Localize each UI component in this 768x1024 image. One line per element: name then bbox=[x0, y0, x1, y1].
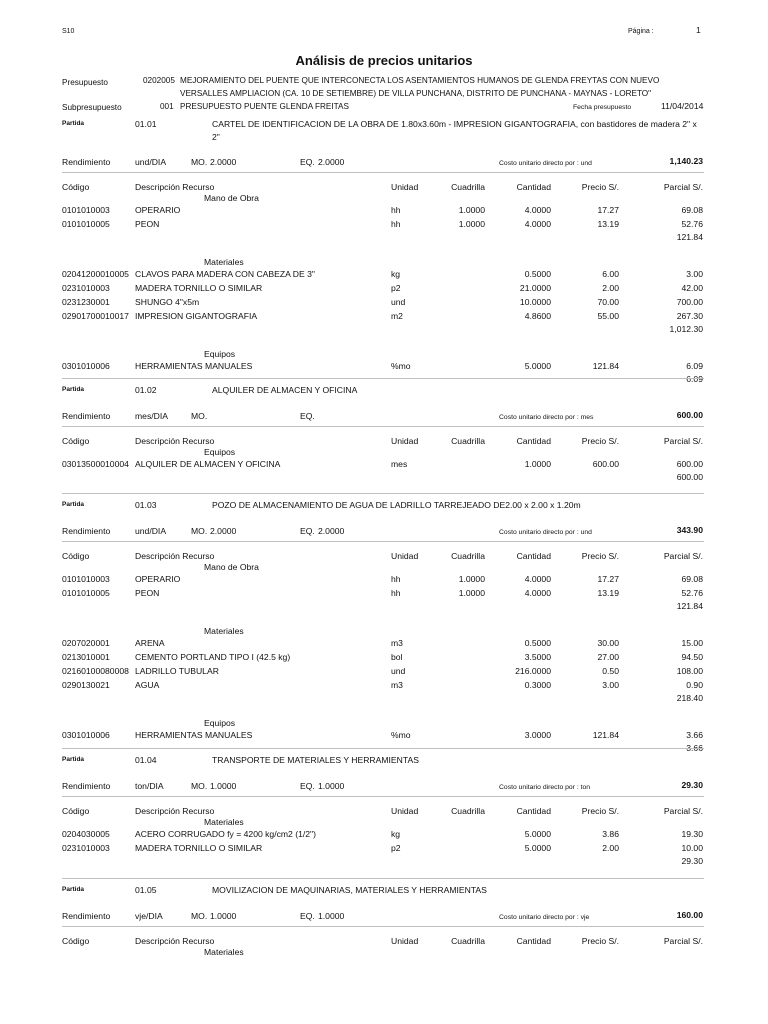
resource-precio: 121.84 bbox=[592, 730, 619, 740]
rendimiento-unit: und/DIA bbox=[135, 157, 167, 167]
mo-value: 1.0000 bbox=[210, 911, 237, 921]
col-header-cantidad: Cantidad bbox=[516, 936, 551, 946]
presupuesto-code: 0202005 bbox=[143, 76, 175, 85]
resource-parcial: 6.09 bbox=[686, 361, 703, 371]
resource-group-title: Materiales bbox=[204, 626, 244, 636]
rendimiento-divider bbox=[62, 926, 704, 927]
document-title: Análisis de precios unitarios bbox=[295, 53, 473, 68]
resource-code: 0101010005 bbox=[62, 219, 110, 229]
resource-parcial: 52.76 bbox=[681, 219, 703, 229]
rendimiento-label: Rendimiento bbox=[62, 411, 111, 421]
partida-description: ALQUILER DE ALMACEN Y OFICINA bbox=[212, 385, 358, 395]
resource-description: IMPRESION GIGANTOGRAFIA bbox=[135, 311, 258, 321]
partida-label: Partida bbox=[62, 501, 85, 508]
resource-unit: mes bbox=[391, 459, 408, 469]
costo-unitario-value: 160.00 bbox=[676, 910, 703, 920]
group-subtotal: 6.09 bbox=[686, 374, 703, 384]
resource-unit: %mo bbox=[391, 361, 411, 371]
resource-description: CEMENTO PORTLAND TIPO I (42.5 kg) bbox=[135, 652, 291, 662]
subpresupuesto-code: 001 bbox=[160, 102, 174, 111]
partida-code: 01.03 bbox=[135, 500, 157, 510]
resource-cantidad: 5.0000 bbox=[524, 361, 551, 371]
col-header-precio: Precio S/. bbox=[581, 806, 619, 816]
resource-group-title: Mano de Obra bbox=[204, 193, 259, 203]
resource-cantidad: 5.0000 bbox=[524, 829, 551, 839]
subpresupuesto-name: PRESUPUESTO PUENTE GLENDA FREITAS bbox=[180, 102, 349, 111]
group-subtotal: 121.84 bbox=[676, 601, 703, 611]
fecha-value: 11/04/2014 bbox=[661, 101, 704, 111]
rendimiento-unit: ton/DIA bbox=[135, 781, 164, 791]
resource-code: 02901700010017 bbox=[62, 311, 129, 321]
resource-parcial: 0.90 bbox=[686, 680, 703, 690]
resource-cantidad: 4.0000 bbox=[524, 588, 551, 598]
resource-code: 02160100080008 bbox=[62, 666, 129, 676]
resource-unit: und bbox=[391, 297, 406, 307]
col-header-descripcion: Descripción Recurso bbox=[135, 182, 215, 192]
resource-unit: hh bbox=[391, 574, 401, 584]
subpresupuesto-label: Subpresupuesto bbox=[62, 103, 122, 112]
resource-precio: 3.86 bbox=[602, 829, 619, 839]
resource-precio: 30.00 bbox=[597, 638, 619, 648]
resource-code: 0207020001 bbox=[62, 638, 110, 648]
rendimiento-divider bbox=[62, 172, 704, 173]
col-header-cantidad: Cantidad bbox=[516, 806, 551, 816]
resource-code: 0213010001 bbox=[62, 652, 110, 662]
partida-code: 01.04 bbox=[135, 755, 157, 765]
rendimiento-label: Rendimiento bbox=[62, 911, 111, 921]
group-subtotal: 3.66 bbox=[686, 743, 703, 753]
resource-parcial: 15.00 bbox=[681, 638, 703, 648]
resource-code: 0231230001 bbox=[62, 297, 110, 307]
resource-group-title: Equipos bbox=[204, 718, 236, 728]
col-header-cantidad: Cantidad bbox=[516, 436, 551, 446]
costo-unitario-value: 1,140.23 bbox=[669, 156, 703, 166]
resource-parcial: 700.00 bbox=[676, 297, 703, 307]
resource-description: MADERA TORNILLO O SIMILAR bbox=[135, 843, 263, 853]
resource-parcial: 10.00 bbox=[681, 843, 703, 853]
col-header-cuadrilla: Cuadrilla bbox=[451, 806, 485, 816]
eq-value: 2.0000 bbox=[318, 526, 345, 536]
partida-label: Partida bbox=[62, 756, 85, 763]
mo-label: MO. bbox=[191, 911, 208, 921]
resource-precio: 2.00 bbox=[602, 843, 619, 853]
partida-label: Partida bbox=[62, 120, 85, 127]
resource-code: 0301010006 bbox=[62, 730, 110, 740]
rendimiento-unit: vje/DIA bbox=[135, 911, 163, 921]
resource-cantidad: 3.5000 bbox=[524, 652, 551, 662]
resource-unit: p2 bbox=[391, 283, 401, 293]
resource-description: OPERARIO bbox=[135, 205, 181, 215]
presupuesto-label: Presupuesto bbox=[62, 78, 108, 87]
col-header-codigo: Código bbox=[62, 806, 90, 816]
eq-label: EQ. bbox=[300, 911, 315, 921]
resource-unit: kg bbox=[391, 829, 401, 839]
resource-unit: m2 bbox=[391, 311, 403, 321]
resource-precio: 121.84 bbox=[592, 361, 619, 371]
resource-group-title: Equipos bbox=[204, 447, 236, 457]
resource-parcial: 69.08 bbox=[681, 205, 703, 215]
resource-parcial: 3.00 bbox=[686, 269, 703, 279]
resource-code: 0231010003 bbox=[62, 843, 110, 853]
resource-code: 0290130021 bbox=[62, 680, 110, 690]
resource-cuadrilla: 1.0000 bbox=[458, 588, 485, 598]
resource-unit: hh bbox=[391, 219, 401, 229]
resource-description: PEON bbox=[135, 588, 160, 598]
col-header-precio: Precio S/. bbox=[581, 182, 619, 192]
mo-value: 2.0000 bbox=[210, 526, 237, 536]
rendimiento-divider bbox=[62, 426, 704, 427]
col-header-parcial: Parcial S/. bbox=[663, 182, 703, 192]
rendimiento-unit: mes/DIA bbox=[135, 411, 168, 421]
resource-cuadrilla: 1.0000 bbox=[458, 205, 485, 215]
col-header-parcial: Parcial S/. bbox=[663, 936, 703, 946]
resource-parcial: 3.66 bbox=[686, 730, 703, 740]
resource-code: 0101010003 bbox=[62, 205, 110, 215]
resource-group-title: Materiales bbox=[204, 817, 244, 827]
rendimiento-label: Rendimiento bbox=[62, 526, 111, 536]
rendimiento-label: Rendimiento bbox=[62, 157, 111, 167]
resource-unit: m3 bbox=[391, 680, 403, 690]
resource-precio: 17.27 bbox=[597, 574, 619, 584]
resource-cuadrilla: 1.0000 bbox=[458, 219, 485, 229]
presupuesto-line2: VERSALLES AMPLIACION (CA. 10 DE SETIEMBRE) DE VILLA PUNCHANA, DISTRITO DE PUNCHANA - MAYNAS - LORETO" bbox=[180, 89, 652, 98]
resource-cantidad: 0.3000 bbox=[524, 680, 551, 690]
col-header-codigo: Código bbox=[62, 551, 90, 561]
resource-group-title: Materiales bbox=[204, 257, 244, 267]
col-header-codigo: Código bbox=[62, 182, 90, 192]
fecha-label: Fecha presupuesto bbox=[573, 104, 632, 111]
resource-precio: 55.00 bbox=[597, 311, 619, 321]
partida-divider bbox=[62, 878, 704, 879]
resource-parcial: 19.30 bbox=[681, 829, 703, 839]
resource-cantidad: 10.0000 bbox=[519, 297, 551, 307]
costo-unitario-value: 29.30 bbox=[681, 780, 703, 790]
resource-cantidad: 1.0000 bbox=[524, 459, 551, 469]
resource-group-title: Materiales bbox=[204, 947, 244, 957]
resource-precio: 17.27 bbox=[597, 205, 619, 215]
rendimiento-unit: und/DIA bbox=[135, 526, 167, 536]
col-header-descripcion: Descripción Recurso bbox=[135, 936, 215, 946]
resource-parcial: 94.50 bbox=[681, 652, 703, 662]
partida-label: Partida bbox=[62, 886, 85, 893]
col-header-parcial: Parcial S/. bbox=[663, 551, 703, 561]
resource-unit: p2 bbox=[391, 843, 401, 853]
page-label: Página : bbox=[628, 28, 654, 35]
partida-description: TRANSPORTE DE MATERIALES Y HERRAMIENTAS bbox=[212, 755, 419, 765]
eq-value: 1.0000 bbox=[318, 911, 345, 921]
resource-cuadrilla: 1.0000 bbox=[458, 574, 485, 584]
resource-parcial: 42.00 bbox=[681, 283, 703, 293]
col-header-cantidad: Cantidad bbox=[516, 182, 551, 192]
rendimiento-divider bbox=[62, 796, 704, 797]
col-header-descripcion: Descripción Recurso bbox=[135, 436, 215, 446]
resource-precio: 13.19 bbox=[597, 219, 619, 229]
resource-cantidad: 21.0000 bbox=[519, 283, 551, 293]
page-number: 1 bbox=[696, 25, 701, 35]
resource-unit: %mo bbox=[391, 730, 411, 740]
group-subtotal: 218.40 bbox=[676, 693, 703, 703]
col-header-cuadrilla: Cuadrilla bbox=[451, 936, 485, 946]
resource-unit: hh bbox=[391, 205, 401, 215]
resource-cantidad: 3.0000 bbox=[524, 730, 551, 740]
partida-description-cont: 2" bbox=[212, 132, 220, 142]
col-header-unidad: Unidad bbox=[391, 806, 419, 816]
col-header-parcial: Parcial S/. bbox=[663, 436, 703, 446]
col-header-cuadrilla: Cuadrilla bbox=[451, 436, 485, 446]
partida-description: POZO DE ALMACENAMIENTO DE AGUA DE LADRILLO TARREJEADO DE2.00 x 2.00 x 1.20m bbox=[212, 500, 581, 510]
group-subtotal: 121.84 bbox=[676, 232, 703, 242]
resource-description: HERRAMIENTAS MANUALES bbox=[135, 730, 253, 740]
resource-description: LADRILLO TUBULAR bbox=[135, 666, 219, 676]
resource-precio: 27.00 bbox=[597, 652, 619, 662]
resource-cantidad: 4.0000 bbox=[524, 205, 551, 215]
resource-precio: 0.50 bbox=[602, 666, 619, 676]
resource-cantidad: 4.8600 bbox=[524, 311, 551, 321]
resource-precio: 2.00 bbox=[602, 283, 619, 293]
costo-unitario-label: Costo unitario directo por : und bbox=[499, 160, 592, 167]
mo-label: MO. bbox=[191, 781, 208, 791]
resource-code: 0101010003 bbox=[62, 574, 110, 584]
col-header-descripcion: Descripción Recurso bbox=[135, 806, 215, 816]
resource-parcial: 108.00 bbox=[676, 666, 703, 676]
resource-description: SHUNGO 4"x5m bbox=[135, 297, 200, 307]
col-header-precio: Precio S/. bbox=[581, 936, 619, 946]
resource-description: CLAVOS PARA MADERA CON CABEZA DE 3" bbox=[135, 269, 315, 279]
resource-precio: 13.19 bbox=[597, 588, 619, 598]
eq-label: EQ. bbox=[300, 157, 315, 167]
resource-code: 0101010005 bbox=[62, 588, 110, 598]
resource-cantidad: 5.0000 bbox=[524, 843, 551, 853]
eq-label: EQ. bbox=[300, 526, 315, 536]
resource-group-title: Equipos bbox=[204, 349, 236, 359]
resource-code: 0231010003 bbox=[62, 283, 110, 293]
partida-code: 01.01 bbox=[135, 119, 157, 129]
resource-description: PEON bbox=[135, 219, 160, 229]
eq-label: EQ. bbox=[300, 411, 315, 421]
costo-unitario-label: Costo unitario directo por : mes bbox=[499, 414, 594, 421]
resource-cantidad: 0.5000 bbox=[524, 269, 551, 279]
resource-description: OPERARIO bbox=[135, 574, 181, 584]
group-subtotal: 1,012.30 bbox=[669, 324, 703, 334]
mo-value: 1.0000 bbox=[210, 781, 237, 791]
costo-unitario-label: Costo unitario directo por : ton bbox=[499, 784, 591, 791]
resource-cantidad: 0.5000 bbox=[524, 638, 551, 648]
partida-description: MOVILIZACION DE MAQUINARIAS, MATERIALES Y HERRAMIENTAS bbox=[212, 885, 487, 895]
eq-value: 2.0000 bbox=[318, 157, 345, 167]
col-header-cuadrilla: Cuadrilla bbox=[451, 551, 485, 561]
resource-code: 02041200010005 bbox=[62, 269, 129, 279]
partida-divider bbox=[62, 378, 704, 379]
col-header-cuadrilla: Cuadrilla bbox=[451, 182, 485, 192]
eq-label: EQ. bbox=[300, 781, 315, 791]
resource-unit: kg bbox=[391, 269, 401, 279]
partida-divider bbox=[62, 493, 704, 494]
col-header-codigo: Código bbox=[62, 436, 90, 446]
costo-unitario-label: Costo unitario directo por : und bbox=[499, 529, 592, 536]
resource-unit: bol bbox=[391, 652, 403, 662]
resource-description: ARENA bbox=[135, 638, 165, 648]
resource-code: 0301010006 bbox=[62, 361, 110, 371]
resource-unit: und bbox=[391, 666, 406, 676]
resource-unit: m3 bbox=[391, 638, 403, 648]
eq-value: 1.0000 bbox=[318, 781, 345, 791]
partida-description: CARTEL DE IDENTIFICACION DE LA OBRA DE 1.80x3.60m - IMPRESION GIGANTOGRAFIA, con bastidores de madera 2" x bbox=[212, 119, 697, 129]
resource-parcial: 267.30 bbox=[676, 311, 703, 321]
resource-parcial: 600.00 bbox=[676, 459, 703, 469]
col-header-descripcion: Descripción Recurso bbox=[135, 551, 215, 561]
col-header-parcial: Parcial S/. bbox=[663, 806, 703, 816]
report-code: S10 bbox=[62, 28, 75, 35]
resource-precio: 6.00 bbox=[602, 269, 619, 279]
resource-cantidad: 4.0000 bbox=[524, 574, 551, 584]
resource-parcial: 69.08 bbox=[681, 574, 703, 584]
rendimiento-label: Rendimiento bbox=[62, 781, 111, 791]
resource-code: 0204030005 bbox=[62, 829, 110, 839]
col-header-cantidad: Cantidad bbox=[516, 551, 551, 561]
resource-cantidad: 4.0000 bbox=[524, 219, 551, 229]
resource-description: ACERO CORRUGADO fy = 4200 kg/cm2 (1/2") bbox=[135, 829, 316, 839]
resource-description: ALQUILER DE ALMACEN Y OFICINA bbox=[135, 459, 281, 469]
mo-label: MO. bbox=[191, 157, 208, 167]
col-header-unidad: Unidad bbox=[391, 551, 419, 561]
resource-cantidad: 216.0000 bbox=[515, 666, 551, 676]
col-header-unidad: Unidad bbox=[391, 936, 419, 946]
mo-value: 2.0000 bbox=[210, 157, 237, 167]
rendimiento-divider bbox=[62, 541, 704, 542]
partida-label: Partida bbox=[62, 386, 85, 393]
costo-unitario-label: Costo unitario directo por : vje bbox=[499, 914, 590, 921]
resource-description: AGUA bbox=[135, 680, 160, 690]
resource-parcial: 52.76 bbox=[681, 588, 703, 598]
partida-code: 01.05 bbox=[135, 885, 157, 895]
col-header-precio: Precio S/. bbox=[581, 551, 619, 561]
col-header-unidad: Unidad bbox=[391, 182, 419, 192]
presupuesto-line1: MEJORAMIENTO DEL PUENTE QUE INTERCONECTA LOS ASENTAMIENTOS HUMANOS DE GLENDA FREYTAS CON NUEVO bbox=[180, 76, 660, 85]
group-subtotal: 600.00 bbox=[676, 472, 703, 482]
col-header-codigo: Código bbox=[62, 936, 90, 946]
resource-group-title: Mano de Obra bbox=[204, 562, 259, 572]
group-subtotal: 29.30 bbox=[681, 856, 703, 866]
resource-precio: 600.00 bbox=[592, 459, 619, 469]
partida-divider bbox=[62, 748, 704, 749]
costo-unitario-value: 600.00 bbox=[676, 410, 703, 420]
resource-description: HERRAMIENTAS MANUALES bbox=[135, 361, 253, 371]
mo-label: MO. bbox=[191, 411, 208, 421]
mo-label: MO. bbox=[191, 526, 208, 536]
col-header-unidad: Unidad bbox=[391, 436, 419, 446]
col-header-precio: Precio S/. bbox=[581, 436, 619, 446]
costo-unitario-value: 343.90 bbox=[676, 525, 703, 535]
partida-code: 01.02 bbox=[135, 385, 157, 395]
resource-precio: 3.00 bbox=[602, 680, 619, 690]
resource-description: MADERA TORNILLO O SIMILAR bbox=[135, 283, 263, 293]
resource-code: 03013500010004 bbox=[62, 459, 129, 469]
resource-unit: hh bbox=[391, 588, 401, 598]
resource-precio: 70.00 bbox=[597, 297, 619, 307]
